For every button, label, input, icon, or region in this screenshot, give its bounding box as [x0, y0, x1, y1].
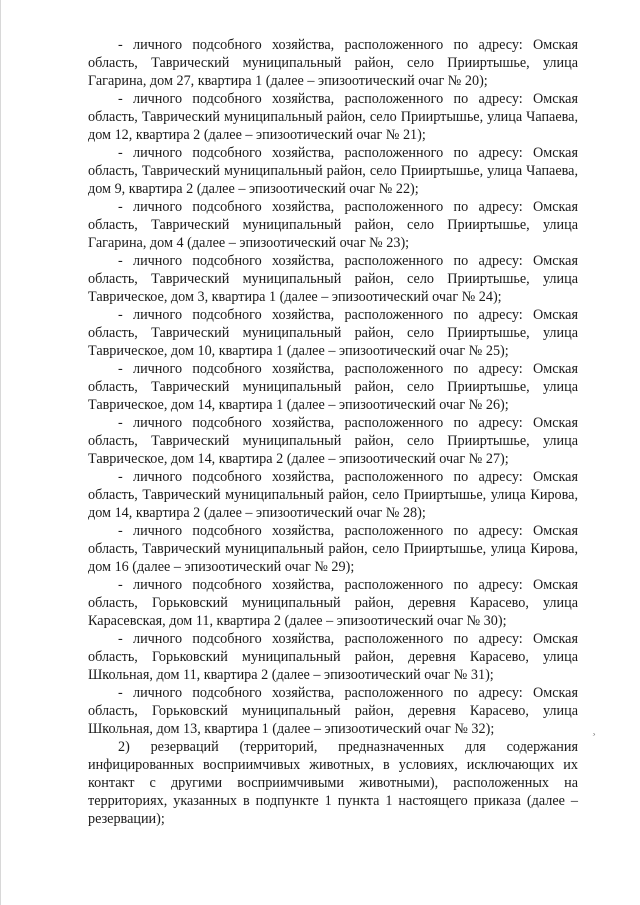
paragraph-hearth-29: - личного подсобного хозяйства, расположенного по адресу: Омская область, Таврический муниципальный район, село Прииртышье, улица Кирова, дом 16 (далее – эпизоотический очаг № 29); — [88, 523, 578, 575]
paragraph-hearth-26: - личного подсобного хозяйства, расположенного по адресу: Омская область, Таврический муниципальный район, село Прииртышье, улица Таврическое, дом 14, квартира 1 (далее – эпизоотический очаг № 26); — [88, 361, 578, 413]
paragraph-reservations: 2) резерваций (территорий, предназначенных для содержания инфицированных восприимчивых животных, в условиях, исключающих их контакт с другими восприимчивыми животными), расположенных на территориях, указанных в подпункте 1 пункта 1 настоящего приказа (далее – резервации); — [88, 739, 578, 827]
paragraph-hearth-21: - личного подсобного хозяйства, расположенного по адресу: Омская область, Таврический муниципальный район, село Прииртышье, улица Чапаева, дом 12, квартира 2 (далее – эпизоотический очаг № 21); — [88, 91, 578, 143]
paragraph-hearth-28: - личного подсобного хозяйства, расположенного по адресу: Омская область, Таврический муниципальный район, село Прииртышье, улица Кирова, дом 14, квартира 2 (далее – эпизоотический очаг № 28); — [88, 469, 578, 521]
document-body — [88, 36, 578, 828]
scan-edge — [0, 0, 1, 905]
paragraph-hearth-25: - личного подсобного хозяйства, расположенного по адресу: Омская область, Таврический муниципальный район, село Прииртышье, улица Таврическое, дом 10, квартира 1 (далее – эпизоотический очаг № 25); — [88, 307, 578, 359]
paragraph-hearth-30: - личного подсобного хозяйства, расположенного по адресу: Омская область, Горьковский муниципальный район, деревня Карасево, улица Карасевская, дом 11, квартира 2 (далее – эпизоотический очаг № 30); — [88, 577, 578, 629]
scan-mark: ¸ — [592, 722, 596, 736]
paragraph-hearth-24: - личного подсобного хозяйства, расположенного по адресу: Омская область, Таврический муниципальный район, село Прииртышье, улица Таврическое, дом 3, квартира 1 (далее – эпизоотический очаг № 24); — [88, 253, 578, 305]
paragraph-hearth-31: - личного подсобного хозяйства, расположенного по адресу: Омская область, Горьковский муниципальный район, деревня Карасево, улица Школьная, дом 11, квартира 2 (далее – эпизоотический очаг № 31); — [88, 631, 578, 683]
paragraph-hearth-23: - личного подсобного хозяйства, расположенного по адресу: Омская область, Таврический муниципальный район, село Прииртышье, улица Гагарина, дом 4 (далее – эпизоотический очаг № 23); — [88, 199, 578, 251]
paragraph-hearth-32: - личного подсобного хозяйства, расположенного по адресу: Омская область, Горьковский муниципальный район, деревня Карасево, улица Школьная, дом 13, квартира 1 (далее – эпизоотический очаг № 32); — [88, 685, 578, 737]
paragraph-hearth-27: - личного подсобного хозяйства, расположенного по адресу: Омская область, Таврический муниципальный район, село Прииртышье, улица Таврическое, дом 14, квартира 2 (далее – эпизоотический очаг № 27); — [88, 415, 578, 467]
paragraph-hearth-22: - личного подсобного хозяйства, расположенного по адресу: Омская область, Таврический муниципальный район, село Прииртышье, улица Чапаева, дом 9, квартира 2 (далее – эпизоотический очаг № 22); — [88, 145, 578, 197]
paragraph-hearth-20: - личного подсобного хозяйства, расположенного по адресу: Омская область, Таврический муниципальный район, село Прииртышье, улица Гагарина, дом 27, квартира 1 (далее – эпизоотический очаг № 20); — [88, 37, 578, 89]
